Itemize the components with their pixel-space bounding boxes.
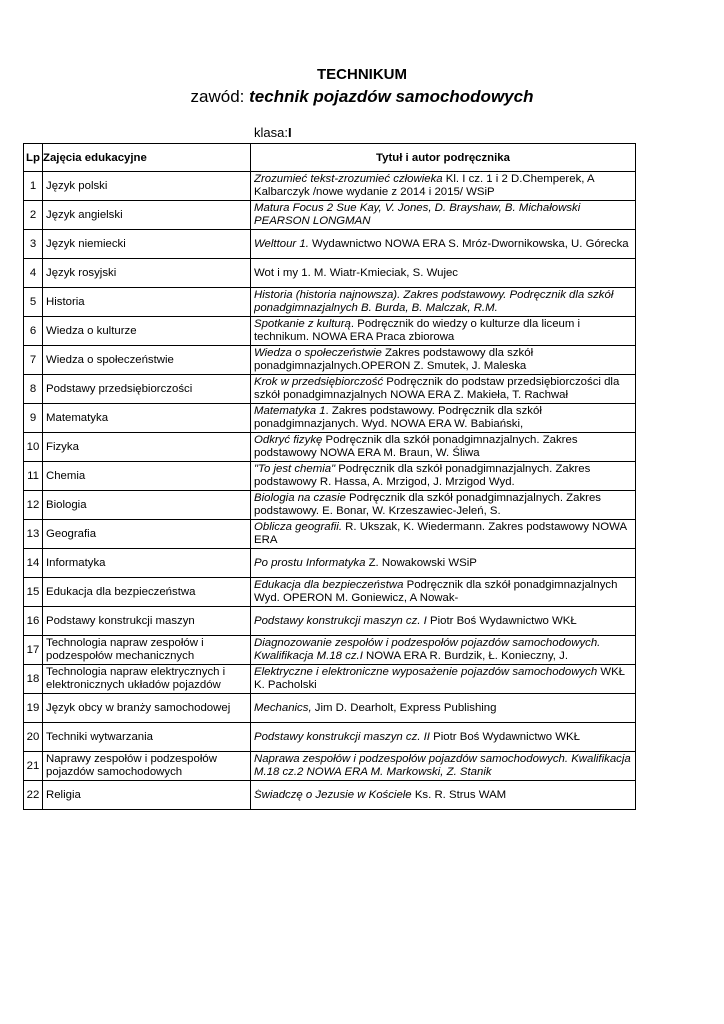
table-row xyxy=(24,404,636,433)
table-row xyxy=(24,636,636,665)
row-textbook xyxy=(251,288,636,317)
profession-name: technik pojazdów samochodowych xyxy=(249,87,534,106)
row-subject: Geografia xyxy=(43,520,251,549)
row-subject: Fizyka xyxy=(43,433,251,462)
textbook-title: Biologia na czasie xyxy=(254,492,346,504)
row-subject: Religia xyxy=(43,781,251,810)
table-row xyxy=(24,317,636,346)
textbook-title: "To jest chemia" xyxy=(254,463,336,475)
table-row xyxy=(24,433,636,462)
row-subject: Język angielski xyxy=(43,201,251,230)
profession-line xyxy=(0,87,724,107)
row-textbook xyxy=(251,462,636,491)
row-number: 20 xyxy=(24,723,43,752)
table-row xyxy=(24,491,636,520)
textbook-title: Po prostu Informatyka xyxy=(254,556,366,569)
row-subject: Naprawy zespołów i podzespołów pojazdów samochodowych xyxy=(43,752,251,781)
table-row xyxy=(24,781,636,810)
document-title: TECHNIKUM xyxy=(317,66,407,83)
header-book: Tytuł i autor podręcznika xyxy=(251,144,636,172)
textbook-title: Diagnozowanie zespołów i podzespołów pojazdów samochodowych. Kwalifikacja M.18 cz.I xyxy=(254,637,601,662)
table-row xyxy=(24,172,636,201)
textbook-title: Wiedza o społeczeństwie xyxy=(254,347,382,359)
textbook-title: Podstawy konstrukcji maszyn cz. II xyxy=(254,730,430,743)
table-row xyxy=(24,375,636,404)
textbook-details: Wot i my 1. M. Wiatr-Kmieciak, S. Wujec xyxy=(254,266,459,279)
row-subject: Chemia xyxy=(43,462,251,491)
row-number: 10 xyxy=(24,433,43,462)
textbook-title: Naprawa zespołów i podzespołów pojazdów samochodowych. Kwalifikacja M.18 cz.2 NOWA ERA M. Markowski, Z. Stanik xyxy=(254,753,631,778)
row-number: 21 xyxy=(24,752,43,781)
textbook-details: R. Ukszak, K. Wiedermann. Zakres podstawowy NOWA ERA xyxy=(254,521,627,546)
row-textbook xyxy=(251,346,636,375)
row-textbook xyxy=(251,230,636,259)
textbook-title: Welttour 1. xyxy=(254,237,309,250)
class-label: klasa: xyxy=(254,125,288,140)
textbook-details: NOWA ERA R. Burdzik, Ł. Konieczny, J. xyxy=(362,650,568,662)
row-textbook xyxy=(251,752,636,781)
textbook-details: Z. Nowakowski WSiP xyxy=(365,556,477,569)
row-subject: Historia xyxy=(43,288,251,317)
textbook-title: Spotkanie z kulturą xyxy=(254,318,351,330)
row-subject: Podstawy przedsiębiorczości xyxy=(43,375,251,404)
row-number: 7 xyxy=(24,346,43,375)
row-textbook xyxy=(251,520,636,549)
textbook-details: Podręcznik dla szkół ponadgimnazjalnych. Zakres podstawowy NOWA ERA M. Braun, W. Śliwa xyxy=(254,434,578,459)
row-textbook xyxy=(251,781,636,810)
row-subject: Język obcy w branży samochodowej xyxy=(43,694,251,723)
row-subject: Wiedza o kulturze xyxy=(43,317,251,346)
textbook-details: . Zakres podstawowy. Podręcznik dla szkół ponadgimnazjanych. Wyd. NOWA ERA W. Babiański, xyxy=(254,405,542,430)
row-subject: Informatyka xyxy=(43,549,251,578)
textbook-details: Podręcznik do podstaw przedsiębiorczości dla szkół ponadgimnazjalnych NOWA ERA Z. Makieła, T. Rachwał xyxy=(254,376,620,401)
row-textbook xyxy=(251,723,636,752)
textbook-details: . Podręcznik do wiedzy o kulturze dla liceum i technikum. NOWA ERA Praca zbiorowa xyxy=(254,318,581,343)
row-subject: Podstawy konstrukcji maszyn xyxy=(43,607,251,636)
row-subject: Język niemiecki xyxy=(43,230,251,259)
textbook-details: Piotr Boś Wydawnictwo WKŁ xyxy=(429,730,580,743)
table-row xyxy=(24,694,636,723)
table-row xyxy=(24,201,636,230)
row-number: 2 xyxy=(24,201,43,230)
row-textbook xyxy=(251,665,636,694)
row-number: 4 xyxy=(24,259,43,288)
row-number: 17 xyxy=(24,636,43,665)
textbook-title: Odkryć fizykę xyxy=(254,434,323,446)
textbook-title: Krok w przedsiębiorczość xyxy=(254,376,384,388)
row-subject: Wiedza o społeczeństwie xyxy=(43,346,251,375)
table-row xyxy=(24,259,636,288)
row-number: 14 xyxy=(24,549,43,578)
row-number: 1 xyxy=(24,172,43,201)
table-row xyxy=(24,752,636,781)
row-subject: Matematyka xyxy=(43,404,251,433)
table-row xyxy=(24,288,636,317)
row-subject: Technologia napraw elektrycznych i elektronicznych układów pojazdów xyxy=(43,665,251,694)
textbook-title: Matematyka 1 xyxy=(254,405,326,417)
row-textbook xyxy=(251,172,636,201)
class-line xyxy=(254,125,292,140)
row-textbook xyxy=(251,317,636,346)
row-textbook xyxy=(251,259,636,288)
textbook-title: Elektryczne i elektroniczne wyposażenie pojazdów samochodowych xyxy=(254,666,598,678)
textbook-details: WKŁ K. Pacholski xyxy=(254,666,626,691)
row-subject: Biologia xyxy=(43,491,251,520)
textbook-title: Oblicza geografii. xyxy=(254,521,343,533)
textbook-details: Podręcznik dla szkół ponadgimnazjalnych. Zakres podstawowy R. Hassa, A. Mrzigod, J. Mrzigod Wyd. xyxy=(254,463,591,488)
textbook-details: Piotr Boś Wydawnictwo WKŁ xyxy=(426,614,577,627)
table-row xyxy=(24,346,636,375)
textbook-details: Podręcznik dla szkół ponadgimnazjalnych Wyd. OPERON M. Goniewicz, A Nowak- xyxy=(254,579,618,604)
header-lp: Lp xyxy=(24,144,43,172)
textbook-title: Edukacja dla bezpieczeństwa xyxy=(254,579,404,591)
row-textbook xyxy=(251,607,636,636)
table-row xyxy=(24,230,636,259)
textbook-details: Kl. I cz. 1 i 2 D.Chemperek, A Kalbarczyk /nowe wydanie z 2014 i 2015/ WSiP xyxy=(254,173,594,198)
row-subject: Język polski xyxy=(43,172,251,201)
row-textbook xyxy=(251,375,636,404)
row-number: 8 xyxy=(24,375,43,404)
row-number: 6 xyxy=(24,317,43,346)
textbook-table xyxy=(23,143,636,810)
row-textbook xyxy=(251,578,636,607)
row-textbook xyxy=(251,433,636,462)
row-textbook xyxy=(251,694,636,723)
row-number: 3 xyxy=(24,230,43,259)
row-number: 22 xyxy=(24,781,43,810)
row-number: 9 xyxy=(24,404,43,433)
table-row xyxy=(24,578,636,607)
row-textbook xyxy=(251,404,636,433)
textbook-title: Mechanics, xyxy=(254,701,312,714)
textbook-details: Jim D. Dearholt, Express Publishing xyxy=(311,701,497,714)
textbook-title: Świadczę o Jezusie w Kościele xyxy=(254,788,412,801)
textbook-title: Podstawy konstrukcji maszyn cz. I xyxy=(254,614,427,627)
row-number: 5 xyxy=(24,288,43,317)
row-textbook xyxy=(251,201,636,230)
profession-label: zawód: xyxy=(190,87,245,106)
row-number: 19 xyxy=(24,694,43,723)
row-subject: Język rosyjski xyxy=(43,259,251,288)
row-number: 13 xyxy=(24,520,43,549)
table-row xyxy=(24,723,636,752)
row-subject: Edukacja dla bezpieczeństwa xyxy=(43,578,251,607)
row-textbook xyxy=(251,491,636,520)
textbook-title: Zrozumieć tekst-zrozumieć człowieka xyxy=(254,173,443,185)
table-row xyxy=(24,462,636,491)
row-subject: Technologia napraw zespołów i podzespołów mechanicznych xyxy=(43,636,251,665)
textbook-details: Ks. R. Strus WAM xyxy=(411,788,507,801)
row-textbook xyxy=(251,636,636,665)
table-header-row xyxy=(24,144,636,172)
row-number: 16 xyxy=(24,607,43,636)
table-row xyxy=(24,607,636,636)
header-subject: Zajęcia edukacyjne xyxy=(43,144,251,172)
table-row xyxy=(24,549,636,578)
row-textbook xyxy=(251,549,636,578)
table-row xyxy=(24,665,636,694)
textbook-title: Matura Focus 2 Sue Kay, V. Jones, D. Brayshaw, B. Michałowski PEARSON LONGMAN xyxy=(254,202,581,227)
row-number: 15 xyxy=(24,578,43,607)
table-row xyxy=(24,520,636,549)
row-subject: Techniki wytwarzania xyxy=(43,723,251,752)
class-value: I xyxy=(287,125,292,140)
row-number: 12 xyxy=(24,491,43,520)
textbook-title: Historia (historia najnowsza). Zakres podstawowy. Podręcznik dla szkół ponadgimnazjalnych B. Burda, B. Malczak, R.M. xyxy=(254,289,614,314)
textbook-details: Zakres podstawowy dla szkół ponadgimnazjalnych.OPERON Z. Smutek, J. Maleska xyxy=(254,347,534,372)
textbook-details: Wydawnictwo NOWA ERA S. Mróz-Dwornikowska, U. Górecka xyxy=(308,237,629,250)
row-number: 18 xyxy=(24,665,43,694)
row-number: 11 xyxy=(24,462,43,491)
textbook-details: Podręcznik dla szkół ponadgimnazjalnych. Zakres podstawowy. E. Bonar, W. Krzeszawiec-Jeleń, S. xyxy=(254,492,601,517)
